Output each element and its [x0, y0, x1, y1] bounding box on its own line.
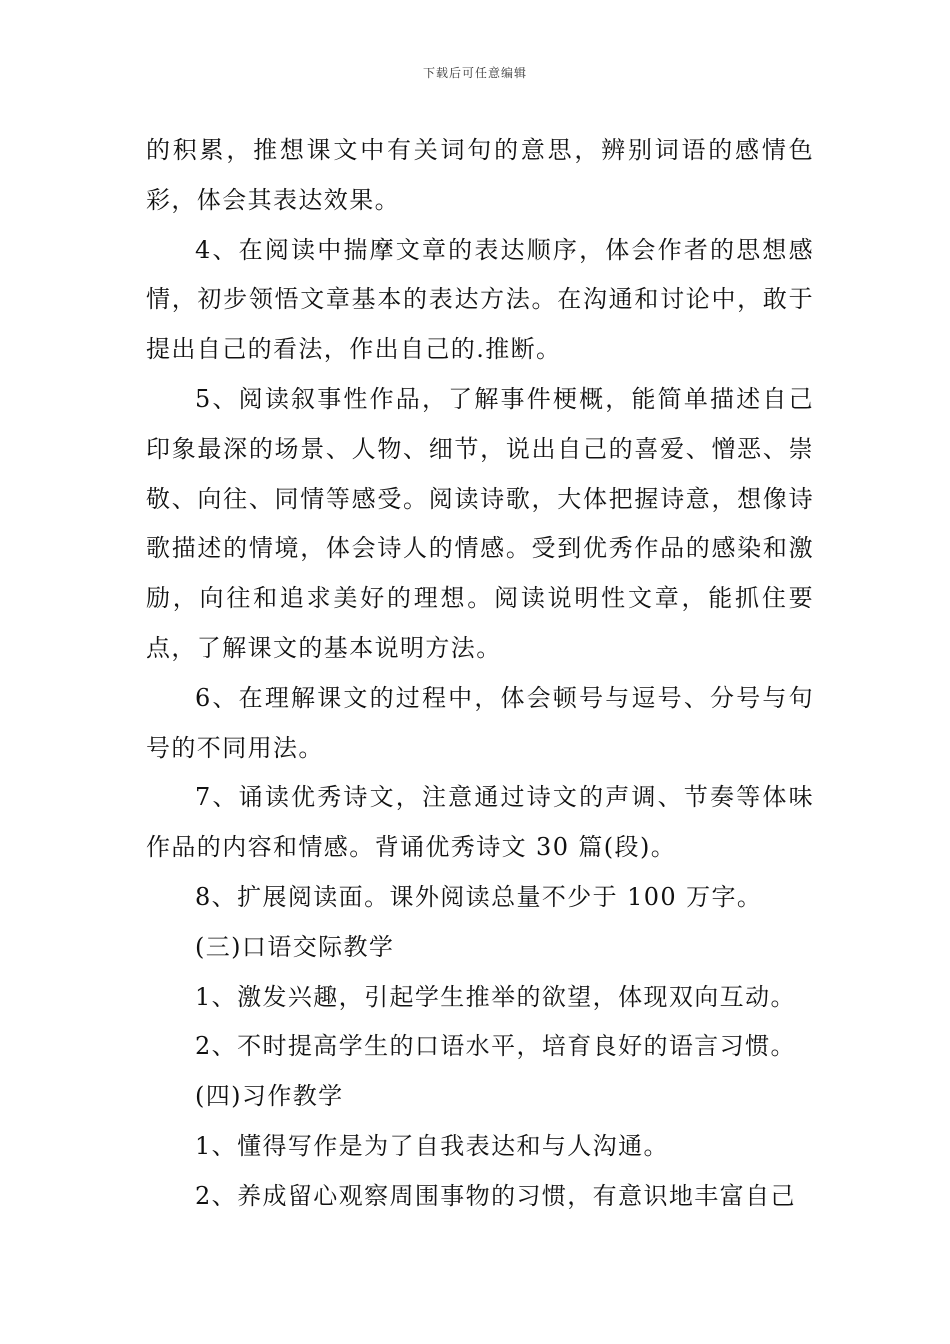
paragraph-item-8: 8、扩展阅读面。课外阅读总量不少于 100 万字。 — [195, 882, 763, 911]
page-header: 下载后可任意编辑 — [422, 66, 527, 80]
paragraph-item-4: 4、在阅读中揣摩文章的表达顺序，体会作者的思想感情，初步领悟文章基本的表达方法。在沟通和讨论中，敢于提出自己的看法，作出自己的.推断。 — [146, 235, 814, 364]
section-heading-oral-communication: (三)口语交际教学 — [195, 932, 395, 961]
paragraph-writing-item-1: 1、懂得写作是为了自我表达和与人沟通。 — [195, 1131, 669, 1160]
paragraph-item-5: 5、阅读叙事性作品，了解事件梗概，能简单描述自己印象最深的场景、人物、细节，说出自己的喜爱、憎恶、崇敬、向往、同情等感受。阅读诗歌，大体把握诗意，想像诗歌描述的情境，体会诗人的情感。受到优秀作品的感染和激励，向往和追求美好的理想。阅读说明性文章，能抓住要点，了解课文的基本说明方法。 — [146, 384, 814, 662]
section-heading-writing: (四)习作教学 — [195, 1082, 344, 1111]
paragraph-item-7: 7、诵读优秀诗文，注意通过诗文的声调、节奏等体味作品的内容和情感。背诵优秀诗文 30 篇(段)。 — [146, 783, 814, 862]
document-body — [146, 126, 814, 1222]
paragraph-item-6: 6、在理解课文的过程中，体会顿号与逗号、分号与句号的不同用法。 — [146, 683, 814, 762]
paragraph-oral-item-2: 2、不时提高学生的口语水平，培育良好的语言习惯。 — [195, 1032, 796, 1061]
paragraph-continuation: 的积累，推想课文中有关词句的意思，辨别词语的感情色彩，体会其表达效果。 — [146, 136, 814, 214]
paragraph-oral-item-1: 1、激发兴趣，引起学生推举的欲望，体现双向互动。 — [195, 982, 796, 1011]
paragraph-writing-item-2: 2、养成留心观察周围事物的习惯，有意识地丰富自己 — [195, 1181, 796, 1210]
